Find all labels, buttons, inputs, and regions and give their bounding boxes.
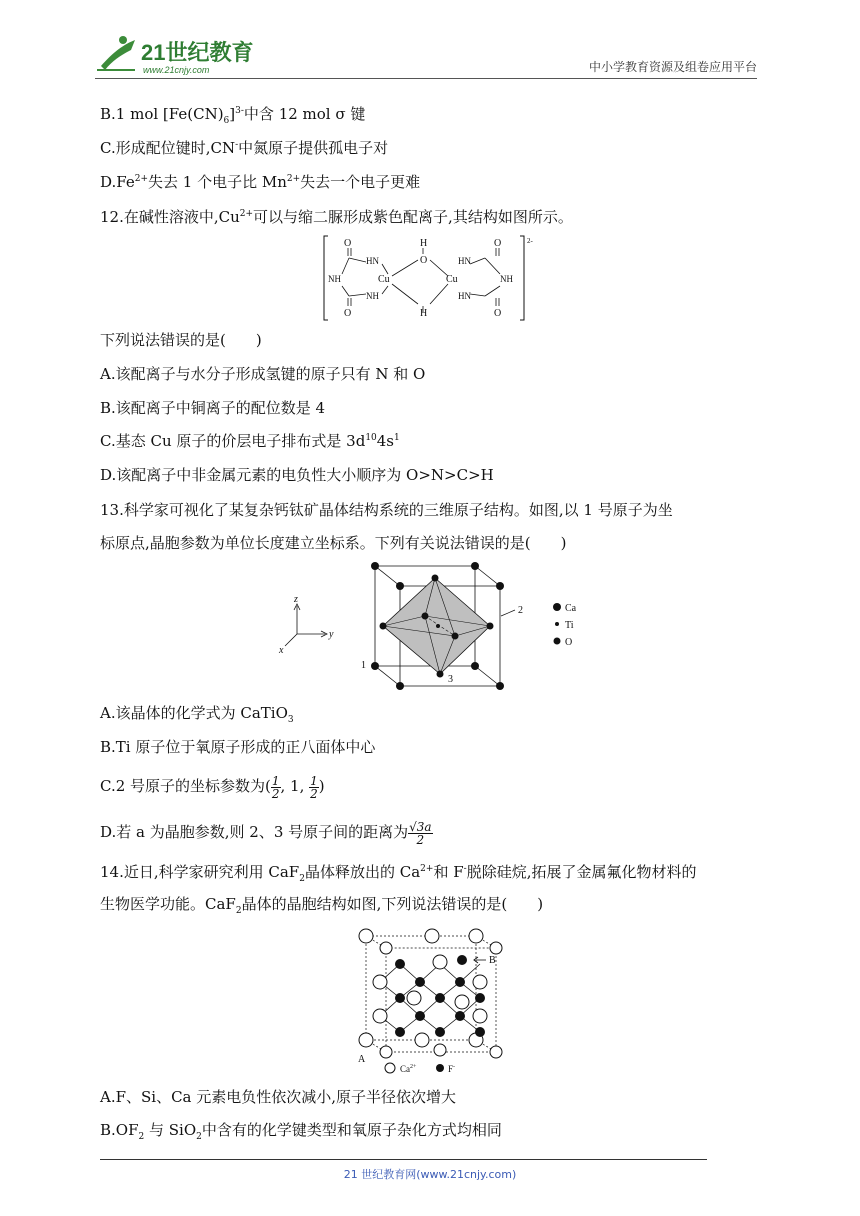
footer-divider — [100, 1159, 707, 1160]
logo-url: www.21cnjy.com — [143, 65, 210, 75]
q12-prompt: 下列说法错误的是( ) — [100, 331, 262, 349]
svg-text:Ti: Ti — [565, 620, 574, 631]
fraction-half: $\frac{1}{2}$ — [310, 773, 318, 801]
svg-text:NH: NH — [500, 274, 513, 284]
svg-text:y: y — [329, 629, 334, 640]
svg-text:HN: HN — [458, 256, 471, 266]
svg-text:O: O — [494, 308, 502, 319]
svg-text:O: O — [565, 637, 573, 648]
svg-text:z: z — [294, 594, 298, 605]
q11-option-b: B.1 mol $[Fe(CN)_6]^{3-}$中含 12 mol σ 键 — [100, 105, 366, 126]
page-header — [95, 30, 757, 79]
q13-stem-line2: 标原点,晶胞参数为单位长度建立坐标系。下列有关说法错误的是( ) — [100, 534, 567, 552]
logo-title: 21世纪教育 — [141, 40, 254, 65]
svg-text:HN: HN — [366, 256, 379, 266]
svg-text:2: 2 — [518, 605, 523, 616]
svg-text:HN: HN — [458, 291, 471, 301]
svg-text:x: x — [279, 645, 284, 656]
svg-text:H: H — [420, 308, 428, 319]
q13-crystal-figure — [275, 556, 595, 696]
svg-text:NH: NH — [366, 291, 379, 301]
svg-text:F-: F- — [448, 1064, 456, 1074]
fraction-half: $\frac{1}{2}$ — [271, 773, 280, 801]
svg-text:O: O — [420, 255, 428, 266]
q13-option-c: C.2 号原子的坐标参数为( $\frac{1}{2}$ , 1, $\frac{1}{2}$ ) — [100, 773, 325, 801]
svg-text:Cu: Cu — [446, 274, 458, 285]
svg-text:Cu: Cu — [378, 274, 390, 285]
q11-option-c: C.形成配位键时,CN-中氮原子提供孤电子对 — [100, 139, 389, 157]
q12-structure-figure — [320, 234, 545, 322]
logo — [95, 32, 265, 76]
q14-stem-line1: 14.近日,科学家研究利用 CaF$_2$晶体释放出的 $Ca^{2+}$和 F-脱除硅烷,拓展了金属氟化物材料的 — [100, 863, 697, 884]
q13-option-a: A.该晶体的化学式为 CaTiO$_3$ — [100, 704, 294, 725]
q11-option-d: $D.Fe^{2+}$失去 1 个电子比 $Mn^{2+}$失去一个电子更难 — [100, 173, 421, 191]
svg-text:Ca: Ca — [565, 603, 577, 614]
q12-stem: 12.在碱性溶液中$,Cu^{2+}$可以与缩二脲形成紫色配离子,其结构如图所示。 — [100, 208, 573, 226]
q12-option-d: D.该配离子中非金属元素的电负性大小顺序为 O>N>C>H — [100, 466, 494, 484]
q14-option-b: $B.OF_2$ 与 SiO$_2$中含有的化学键类型和氧原子杂化方式均相同 — [100, 1121, 502, 1142]
svg-text:O: O — [344, 308, 352, 319]
q14-caf2-figure — [350, 922, 510, 1077]
q14-stem-line2: 生物医学功能。CaF$_2$晶体的晶胞结构如图,下列说法错误的是( ) — [100, 895, 544, 916]
q12-option-a: A.该配离子与水分子形成氢键的原子只有 N 和 O — [100, 365, 426, 383]
q13-stem-line1: 13.科学家可视化了某复杂钙钛矿晶体结构系统的三维原子结构。如图,以 1 号原子为坐 — [100, 501, 673, 519]
footer-text[interactable]: 21 世纪教育网(www.21cnjy.com) — [343, 1168, 517, 1181]
svg-text:NH: NH — [328, 274, 341, 284]
q13-option-b: B.Ti 原子位于氧原子形成的正八面体中心 — [100, 738, 376, 756]
svg-text:O: O — [494, 238, 502, 249]
header-platform-text: 中小学教育资源及组卷应用平台 — [588, 60, 757, 74]
svg-text:1: 1 — [361, 660, 366, 671]
q14-option-a: A.F、Si、Ca 元素电负性依次减小,原子半径依次增大 — [100, 1088, 457, 1106]
q12-option-b: B.该配离子中铜离子的配位数是 4 — [100, 399, 326, 417]
svg-text:O: O — [344, 238, 352, 249]
svg-text:2-: 2- — [527, 237, 533, 245]
svg-text:B: B — [489, 955, 496, 966]
svg-text:A: A — [358, 1054, 366, 1065]
q13-option-d: D.若 a 为晶胞参数,则 2、3 号原子间的距离为 $\frac{√3a}{2}$ — [100, 819, 432, 847]
svg-text:3: 3 — [448, 674, 453, 685]
q12-option-c: C.基态 Cu 原子的价层电子排布式是 $3d^{10}4s^1$ — [100, 432, 400, 450]
fraction-sqrt3a-over-2: $\frac{√3a}{2}$ — [409, 819, 432, 847]
svg-text:H: H — [420, 238, 428, 249]
svg-text:Ca2+: $Ca^{2+}$ — [400, 1064, 417, 1074]
